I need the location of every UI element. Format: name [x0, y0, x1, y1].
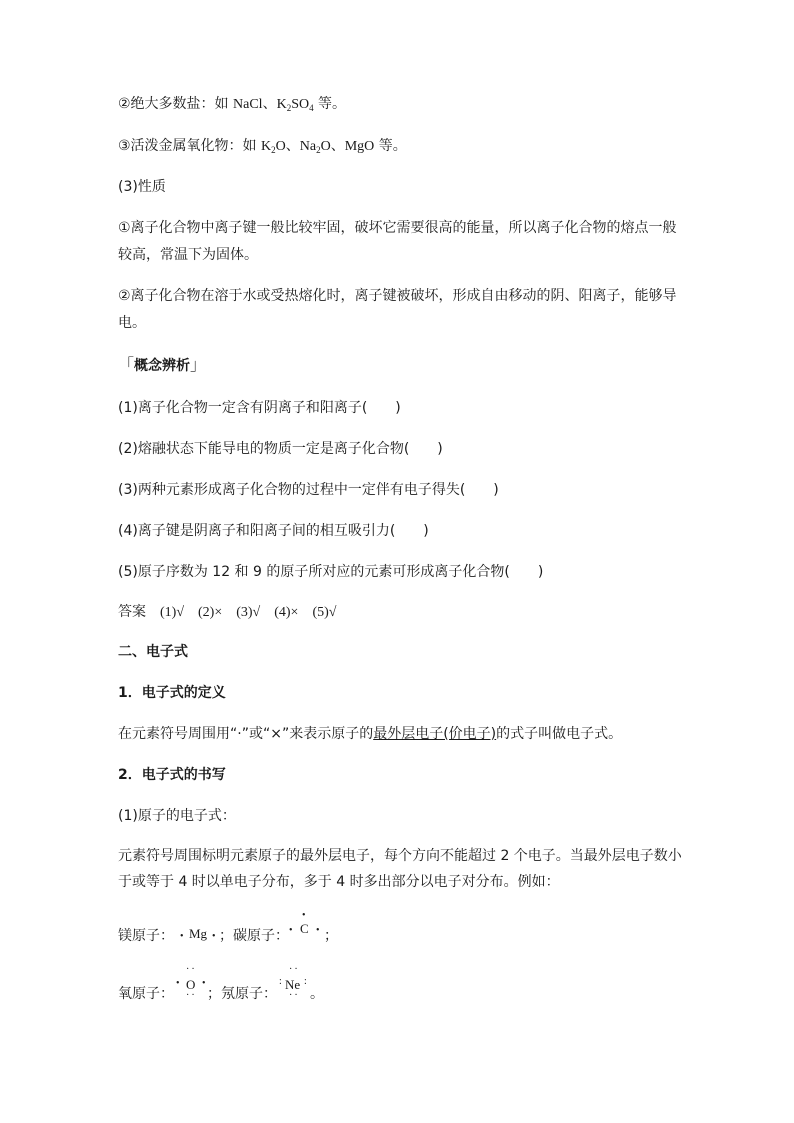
- mg-electron-dot: •: [212, 931, 216, 942]
- salts-sub-a: 2: [286, 103, 292, 113]
- c-electron-dot: •: [302, 910, 306, 921]
- definition-prefix: 在元素符号周围用“·”或“×”来表示原子的: [118, 726, 374, 742]
- oxides-prefix: ③活泼金属氧化物：如: [118, 138, 262, 154]
- definition-heading: 1．电子式的定义: [118, 685, 226, 701]
- writing-heading: 2．电子式的书写: [118, 767, 226, 783]
- definition-underlined: 最外层电子(价电子): [373, 726, 497, 742]
- salts-suffix: 等。: [313, 96, 347, 112]
- property-2-line2: 电。: [118, 315, 146, 331]
- sep-2: ；: [324, 928, 338, 944]
- concept-title: [118, 355, 206, 376]
- oxides-k: K: [261, 139, 272, 154]
- c-electron-dot: •: [316, 925, 320, 936]
- o-electron-pair-top: ··: [186, 964, 197, 975]
- mg-symbol: Mg: [189, 926, 208, 941]
- salts-prefix: ②绝大多数盐：如: [118, 96, 234, 112]
- atom-desc-line2: 于或等于 4 时以单电子分布，多于 4 时多出部分以电子对分布。例如：: [118, 874, 560, 890]
- salts-formula-b: SO: [291, 97, 310, 112]
- property-1-line2: 较高，常温下为固体。: [118, 247, 258, 263]
- oxides-suffix: 等。: [374, 138, 407, 154]
- sep-1: ；碳原子：: [219, 928, 289, 944]
- section-heading: 二、电子式: [118, 644, 188, 660]
- concept-title-text: 概念辨析: [134, 358, 191, 374]
- mg-electron-dot: •: [180, 931, 184, 942]
- oxides-sub-k: 2: [271, 145, 276, 155]
- ne-electron-pair-right: :: [304, 976, 307, 987]
- question-4: (4)离子键是阴离子和阳离子间的相互吸引力( ): [118, 523, 429, 539]
- question-2: (2)熔融状态下能导电的物质一定是离子化合物( ): [118, 441, 443, 457]
- ne-symbol: Ne: [285, 977, 301, 992]
- o-electron-dot: •: [202, 978, 206, 989]
- oxides-nao: O、MgO: [320, 139, 375, 154]
- oxides-ko: O、Na: [275, 139, 317, 154]
- definition-line: [118, 724, 622, 744]
- definition-suffix: 的式子叫做电子式。: [496, 726, 623, 742]
- answer-line: [118, 602, 336, 623]
- atom-desc-line1: 元素符号周围标明元素原子的最外层电子，每个方向不能超过 2 个电子。当最外层电子数小: [118, 848, 682, 864]
- property-1-line1: ①离子化合物中离子键一般比较牢固，破坏它需要很高的能量，所以离子化合物的熔点一般: [118, 220, 677, 236]
- property-heading: (3)性质: [118, 179, 166, 195]
- sep-3: ；氖原子：: [207, 986, 277, 1002]
- question-5: (5)原子序数为 12 和 9 的原子所对应的元素可形成离子化合物( ): [118, 564, 544, 580]
- oxides-sub-na: 2: [316, 145, 321, 155]
- answer-text: (1)√ (2)× (3)√ (4)× (5)√: [160, 605, 337, 620]
- o-electron-dot: •: [176, 978, 180, 989]
- o-symbol: O: [186, 977, 196, 992]
- question-1: (1)离子化合物一定含有阴离子和阳离子( ): [118, 400, 401, 416]
- o-electron-pair-bottom: ··: [186, 990, 197, 1001]
- answer-label: 答案: [118, 604, 146, 620]
- question-3: (3)两种元素形成离子化合物的过程中一定伴有电子得失( ): [118, 482, 499, 498]
- o-label: 氧原子：: [118, 986, 174, 1002]
- salts-line: [118, 94, 346, 115]
- ne-electron-pair-bottom: ··: [289, 990, 300, 1001]
- end-punct: 。: [310, 986, 324, 1002]
- c-electron-dot: •: [289, 925, 293, 936]
- mg-label: 镁原子：: [118, 928, 174, 944]
- ne-electron-pair-left: :: [279, 976, 282, 987]
- c-symbol: C: [300, 921, 309, 936]
- ne-electron-pair-top: ··: [289, 964, 300, 975]
- property-2-line1: ②离子化合物在溶于水或受热熔化时，离子键被破坏，形成自由移动的阴、阳离子，能够导: [118, 288, 677, 304]
- oxides-line: [118, 136, 407, 157]
- atom-heading: (1)原子的电子式：: [118, 808, 236, 824]
- concept-close-bracket: 」: [190, 355, 207, 374]
- salts-sub-b: 4: [309, 103, 314, 113]
- concept-open-bracket: 「: [118, 355, 135, 374]
- salts-formula-a: NaCl、K: [233, 97, 287, 112]
